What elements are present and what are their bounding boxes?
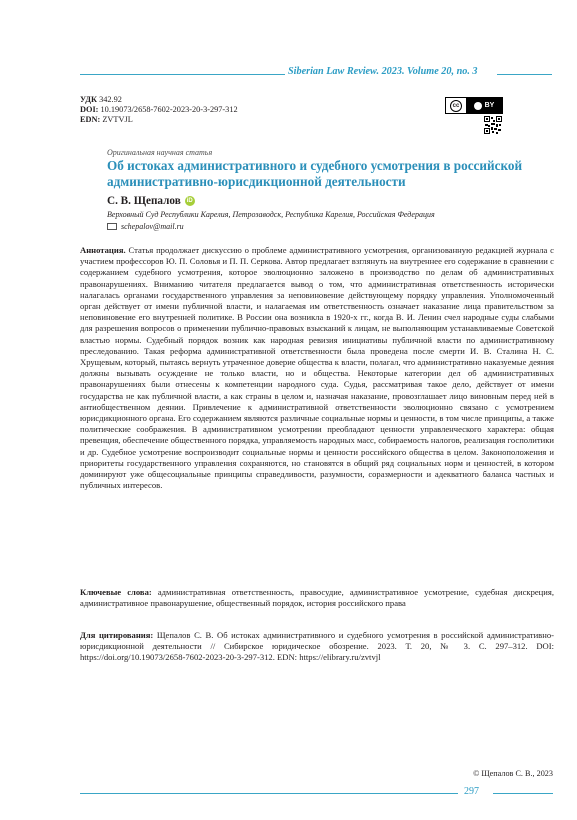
edn-line — [80, 115, 238, 125]
udk-value: 342.92 — [99, 95, 122, 104]
person-icon — [474, 102, 482, 110]
abstract — [80, 245, 554, 491]
article-metadata — [80, 95, 238, 125]
author-affiliation: Верховный Суд Республики Карелия, Петрозаводск, Республика Карелия, Российская Федерация — [107, 210, 435, 219]
qr-code-icon[interactable] — [484, 116, 502, 134]
header-rule-right — [497, 74, 552, 75]
footer-rule-right — [493, 793, 553, 794]
page-number: 297 — [464, 786, 479, 797]
cc-by-license-badge[interactable] — [445, 97, 503, 114]
journal-running-title: Siberian Law Review. 2023. Volume 20, no. 3 — [288, 66, 478, 77]
header-rule-left — [80, 74, 285, 75]
article-title: Об истоках административного и судебного усмотрения в российской административно-юрисдикционной деятельности — [107, 158, 523, 189]
footer-rule-left — [80, 793, 458, 794]
abstract-text: Статья продолжает дискуссию о проблеме административного усмотрения, организованную редакцией журнала с участием профессоров Ю. П. Соловья и П. П. Серкова. Автор предлагает взглянуть на внутреннее его содержание в сравнении с содержанием судебного усмотрения, которое эволюционно заложено в производство по делам об административных правонарушениях. Вниманию читателя предлагается вывод о том, что административная ответственность исторически налагалась органами государственного управления за неповиновение действующему порядку управления. Уполномоченный орган действует от имени публичной власти, и налагаемая им ответственность означает наказание лица правительством за неповиновение его внутренней политике. В России она возникла в 1920-х гг., когда В. И. Ленин счел народные суды слабыми для разрешения вопросов о применении публично-правовых взысканий к лицам, не выполняющим устанавливаемые Советской властью нормы. Судебный порядок возник как народная ревизия инициативы публичной власти по административному преследованию. Такая реформа административной ответственности была проведена после смерти И. В. Сталина Н. С. Хрущевым, который, пытаясь вернуть утраченное доверие общества к власти, полагал, что административно наказуемые деяния должны вызывать осуждение не только власти, но и общества. Некоторые категории дел об административных правонарушениях были отнесены к компетенции народного суда. Судья, рассматривая такое дело, действует от имени государства не как публичной власти, а как страны в целом и, назначая наказание, провозглашает лицо виновным перед ней в антиобщественном деянии. Привлечение к административной ответственности эволюционно связано с усмотрением юрисдикционного органа. Его содержанием являются различные социальные нормы и ценности, в том числе принципы, а также политические соображения. В административном усмотрении преобладают ценности управленческого характера: общая превенция, обеспечение общественного порядка, управляемость народных масс, собираемость налогов, реализация госполитики и др. Судебное усмотрение воспроизводит социальные нормы и ценности российского общества в целом. Законоположения и приоритеты государственного управления сохраняются, но становятся в общий ряд социальных норм и ценностей, в котором доминируют уже общесоциальные принципы справедливости, разумности, соразмерности и адекватного баланса частных и публичных интересов. — [80, 245, 554, 491]
keywords-text: административная ответственность, правосудие, административное усмотрение, судебная дискреция, административное правонарушение, общественный порядок, история российского права — [80, 587, 554, 609]
author-line — [107, 195, 195, 207]
udk-line — [80, 95, 238, 105]
keywords — [80, 587, 554, 609]
envelope-icon — [107, 223, 117, 230]
article-type: Оригинальная научная статья — [107, 148, 213, 157]
doi-line — [80, 105, 238, 115]
doi-label: DOI: — [80, 105, 99, 114]
cc-icon: cc — [450, 100, 462, 112]
udk-label: УДК — [80, 95, 97, 104]
abstract-label: Аннотация. — [80, 245, 126, 255]
edn-value: ZVTVJL — [102, 115, 133, 124]
author-email[interactable]: schepalov@mail.ru — [121, 222, 184, 231]
orcid-icon[interactable]: iD — [186, 198, 193, 204]
author-email-line — [107, 222, 184, 231]
citation — [80, 630, 554, 664]
citation-text: Щепалов С. В. Об истоках административного и судебного усмотрения в российской административно-юрисдикционной деятельности // Сибирское юридическое обозрение. 2023. Т. 20, № 3. С. 297–312. DOI: https://doi.org/10.19073/2658-7602-2023-20-3-297-312. EDN: https://elibrary.ru/zvtvjl — [80, 630, 554, 663]
by-label: BY — [484, 102, 495, 109]
author-name: С. В. Щепалов — [107, 195, 181, 207]
doi-value[interactable]: 10.19073/2658-7602-2023-20-3-297-312 — [100, 105, 238, 114]
keywords-label: Ключевые слова: — [80, 587, 152, 597]
copyright-notice: © Щепалов С. В., 2023 — [473, 769, 553, 778]
edn-label: EDN: — [80, 115, 101, 124]
citation-label: Для цитирования: — [80, 630, 154, 640]
